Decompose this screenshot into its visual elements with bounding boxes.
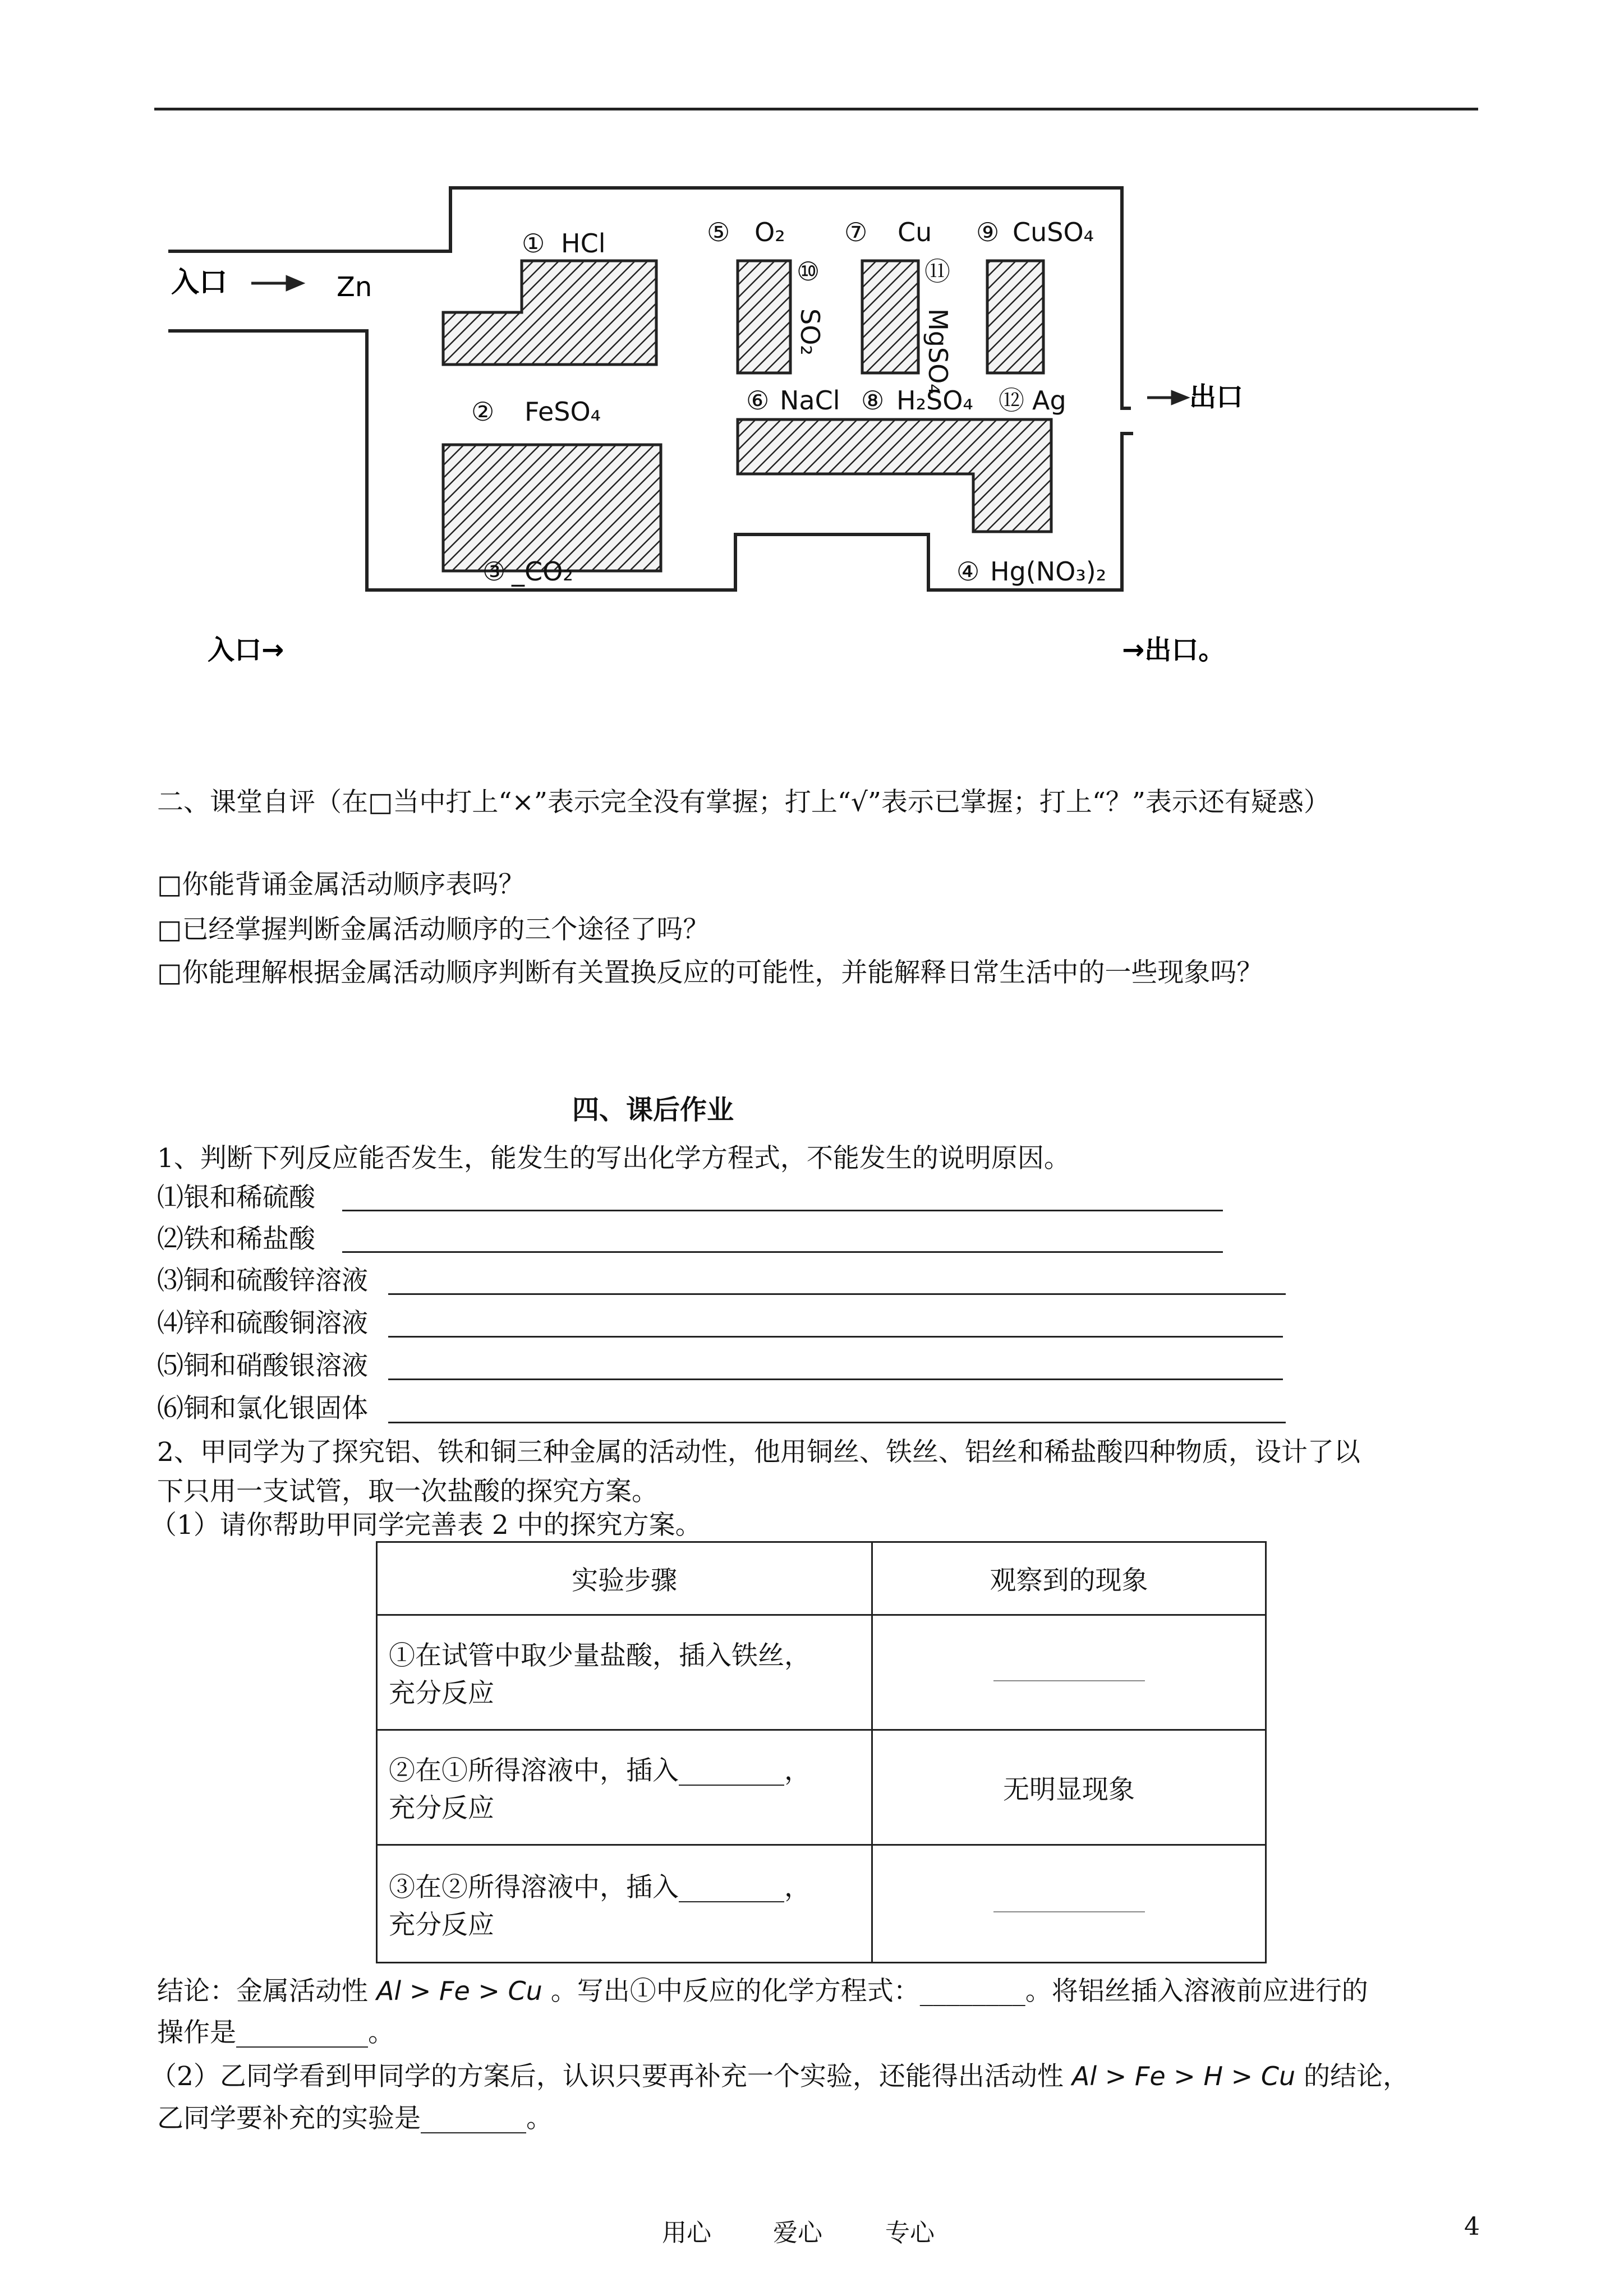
self-eval-item-3: □你能理解根据金属活动顺序判断有关置换反应的可能性，并能解释日常生活中的一些现象吗？ <box>157 957 1263 988</box>
q2-sub-2-line-2: 乙同学要补充的实验是________。 <box>157 2103 553 2134</box>
station-10-num: ⑩ <box>797 256 820 287</box>
q2-line-2: 下只用一支试管，取一次盐酸的探究方案。 <box>157 1476 658 1507</box>
conclusion-line-2: 操作是__________。 <box>157 2017 394 2048</box>
homework-heading: 四、课后作业 <box>572 1094 734 1126</box>
cuso4-block <box>987 261 1043 373</box>
station-6-label: NaCl <box>780 385 840 416</box>
step-3-line-2: 充分反应 <box>389 1909 494 1940</box>
station-5-label: O₂ <box>755 217 785 247</box>
conclusion-line-1 <box>157 1974 1368 2008</box>
bottom-entrance: 入口→ <box>208 634 284 666</box>
q1-item-1: ⑴银和稀硫酸 <box>157 1182 315 1213</box>
self-eval-title: 二、课堂自评（在□当中打上“×”表示完全没有掌握；打上“√”表示已掌握；打上“？”表示还有疑惑） <box>157 787 1330 818</box>
station-6-num: ⑥ <box>746 385 770 416</box>
h2so4-block <box>738 419 1051 532</box>
step-cell <box>377 1730 872 1845</box>
station-7-num: ⑦ <box>844 217 868 247</box>
station-1-label: HCl <box>561 228 606 259</box>
footer-item-2: 爱心 <box>773 2219 822 2247</box>
station-4-label: Hg(NO₃)₂ <box>990 556 1107 587</box>
answer-line-1[interactable] <box>342 1210 1223 1211</box>
station-8-label: H₂SO₄ <box>896 385 973 416</box>
self-eval-item-2: □已经掌握判断金属活动顺序的三个途径了吗？ <box>157 914 710 945</box>
table-row <box>377 1730 1266 1845</box>
q1-item-4: ⑷锌和硫酸铜溶液 <box>157 1308 368 1339</box>
footer-item-1: 用心 <box>662 2219 711 2247</box>
station-2-num: ② <box>471 397 495 427</box>
station-10-label: SO₂ <box>795 308 825 356</box>
q2-line-1: 2、甲同学为了探究铝、铁和铜三种金属的活动性，他用铜丝、铁丝、铝丝和稀盐酸四种物质，设计了以 <box>157 1437 1360 1468</box>
answer-line-6[interactable] <box>388 1422 1286 1423</box>
station-3-label: _CO₂ <box>512 556 573 587</box>
station-11-num: ⑪ <box>924 256 950 287</box>
entrance-reagent: Zn <box>337 271 372 303</box>
reaction-maze-diagram <box>168 168 1301 684</box>
station-3-num: ③ <box>482 556 506 587</box>
q1-item-2: ⑵铁和稀盐酸 <box>157 1224 315 1255</box>
station-11-label: MgSO₄ <box>923 308 953 394</box>
station-1-num: ① <box>522 228 545 259</box>
q1-item-3: ⑶铜和硫酸锌溶液 <box>157 1265 368 1296</box>
observation-2: 无明显现象 <box>872 1730 1266 1845</box>
header-steps: 实验步骤 <box>377 1542 872 1615</box>
answer-line-4[interactable] <box>388 1336 1283 1338</box>
table-row <box>377 1615 1266 1730</box>
q2-sub-2-suffix: 的结论， <box>1304 2061 1410 2092</box>
observation-cell[interactable] <box>872 1845 1266 1963</box>
step-cell <box>377 1615 872 1730</box>
q2-sub-1: （1）请你帮助甲同学完善表 2 中的探究方案。 <box>150 1510 702 1541</box>
table-header-row <box>377 1542 1266 1615</box>
station-9-num: ⑨ <box>976 217 1000 247</box>
station-4-num: ④ <box>956 556 980 587</box>
observation-3-blank[interactable] <box>993 1911 1145 1912</box>
cu-block <box>862 261 918 373</box>
bottom-exit: →出口。 <box>1122 634 1226 666</box>
station-2-label: FeSO₄ <box>525 397 601 427</box>
activity-formula-1: Al > Fe > Cu <box>376 1976 542 2006</box>
footer-item-3: 专心 <box>885 2219 935 2247</box>
q2-sub-2-prefix: （2）乙同学看到甲同学的方案后，认识只要再补充一个实验，还能得出活动性 <box>150 2061 1064 2092</box>
entrance-label: 入口 <box>171 266 227 298</box>
answer-line-5[interactable] <box>388 1378 1283 1380</box>
station-12-num: ⑫ <box>999 385 1024 416</box>
page-number: 4 <box>1464 2212 1480 2241</box>
hcl-block <box>443 261 656 365</box>
table-row <box>377 1845 1266 1963</box>
step-3-line-1: ③在②所得溶液中，插入________， <box>389 1871 811 1903</box>
answer-line-2[interactable] <box>342 1251 1223 1253</box>
station-8-num: ⑧ <box>861 385 885 416</box>
feso4-block <box>443 445 661 571</box>
station-7-label: Cu <box>898 217 932 247</box>
experiment-table <box>376 1541 1267 1963</box>
o2-block <box>738 261 790 373</box>
header-observations: 观察到的现象 <box>872 1542 1266 1615</box>
activity-formula-2: Al > Fe > H > Cu <box>1071 2061 1296 2091</box>
step-2-line-2: 充分反应 <box>389 1793 494 1824</box>
step-cell <box>377 1845 872 1963</box>
exit-label: 出口 <box>1189 381 1244 413</box>
station-5-num: ⑤ <box>707 217 730 247</box>
self-eval-item-1: □你能背诵金属活动顺序表吗？ <box>157 869 525 900</box>
station-12-label: Ag <box>1032 385 1066 416</box>
header-rule <box>154 108 1478 110</box>
q2-sub-2-line-1 <box>150 2059 1409 2094</box>
step-1-line-2: 充分反应 <box>389 1678 494 1709</box>
q1-item-6: ⑹铜和氯化银固体 <box>157 1393 368 1424</box>
step-1-line-1: ①在试管中取少量盐酸，插入铁丝， <box>389 1640 811 1671</box>
observation-1-blank[interactable] <box>993 1680 1145 1681</box>
q1-item-5: ⑸铜和硝酸银溶液 <box>157 1350 368 1381</box>
station-9-label: CuSO₄ <box>1013 217 1094 247</box>
conclusion-suffix: 。写出①中反应的化学方程式：________。将铝丝插入溶液前应进行的 <box>550 1976 1368 2007</box>
answer-line-3[interactable] <box>388 1293 1286 1295</box>
conclusion-prefix: 结论：金属活动性 <box>157 1976 368 2007</box>
observation-cell[interactable] <box>872 1615 1266 1730</box>
step-2-line-1: ②在①所得溶液中，插入________， <box>389 1755 811 1786</box>
q1-text: 1、判断下列反应能否发生，能发生的写出化学方程式，不能发生的说明原因。 <box>157 1143 1070 1174</box>
